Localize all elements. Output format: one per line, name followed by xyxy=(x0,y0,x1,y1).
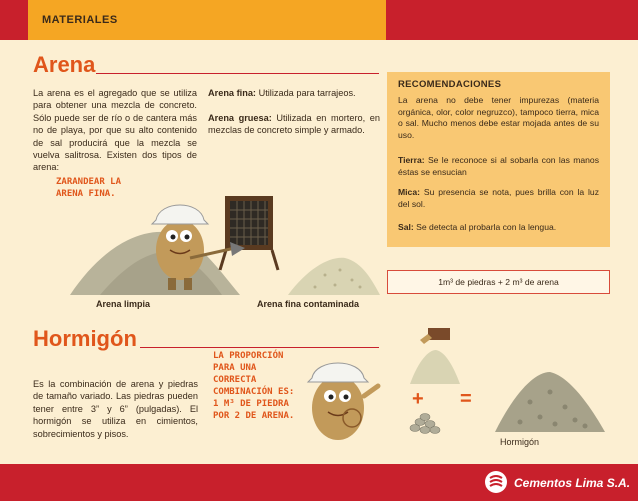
stones-pile xyxy=(410,414,440,434)
brand-name: Cementos Lima S.A. xyxy=(514,476,631,490)
recomendaciones-intro: La arena no debe tener impurezas (materia orgánica, olor, color negruzco), tampoco tierra, mica o sal. Mucho menos debe estar mojada antes de su uso. xyxy=(398,95,599,140)
recomendaciones-box xyxy=(387,72,610,247)
recomendaciones-sal xyxy=(398,222,599,234)
sal-label: Sal: xyxy=(398,222,414,232)
sieve-icon xyxy=(220,196,278,270)
caption-arena-contaminada: Arena fina contaminada xyxy=(257,299,360,309)
formula-box xyxy=(387,270,610,294)
arena-fina-text: Utilizada para tarrajeos. xyxy=(258,88,356,98)
recomendaciones-title: RECOMENDACIONES xyxy=(398,79,502,90)
formula-text: 1m³ de piedras + 2 m³ de arena xyxy=(438,277,559,287)
hand-pouring-icon xyxy=(420,328,450,344)
recomendaciones-mica xyxy=(398,187,599,210)
hormigon-title: Hormigón xyxy=(33,326,137,351)
hormigon-text: Es la combinación de arena y piedras de tamaño variado. Las piedras pueden tener entre 3” y 6” (pulgadas). El hormigón se utiliza en cimientos, sobrecimientos y pisos. xyxy=(33,379,198,439)
arena-fina xyxy=(208,87,380,99)
hormigon-pile xyxy=(495,372,605,432)
arena-fina-label: Arena fina: xyxy=(208,88,256,98)
section-tab xyxy=(28,0,386,40)
hormigon-equation-illustration xyxy=(400,322,610,440)
caption-hormigon: Hormigón xyxy=(500,437,540,447)
tierra-text: Se le reconoce si al sobarla con las manos éstas se ensucian xyxy=(398,155,600,177)
arena-illustration xyxy=(40,190,385,300)
section-tab-label: MATERIALES xyxy=(42,14,118,26)
arena-title-rule xyxy=(96,73,379,74)
arena-title: Arena xyxy=(33,52,96,77)
equals-sign: = xyxy=(460,388,472,410)
hormigon-title-rule xyxy=(140,347,379,348)
arena-gruesa-label: Arena gruesa: xyxy=(208,113,272,123)
arena-gruesa-text: Utilizada en mortero, en mezclas de concreto simple y armado. xyxy=(208,113,380,136)
cementos-lima-logo-icon xyxy=(484,470,508,494)
sal-text: Se detecta al probarla con la lengua. xyxy=(416,222,557,232)
mica-text: Su presencia se nota, pues brilla con la luz del sol. xyxy=(398,187,599,209)
caption-arena-limpia: Arena limpia xyxy=(96,299,151,309)
plus-sign: + xyxy=(412,388,424,410)
sand-pile-contaminated xyxy=(288,258,380,295)
arena-gruesa xyxy=(208,112,380,137)
recomendaciones-tierra xyxy=(398,155,599,178)
tierra-label: Tierra: xyxy=(398,155,425,165)
arena-note: ZARANDEAR LA ARENA FINA. xyxy=(56,177,122,199)
hormigon-note: LA PROPORCIÓN PARA UNA CORRECTA COMBINACIÓN ES: 1 M³ DE PIEDRA POR 2 DE ARENA. xyxy=(213,351,295,421)
mica-label: Mica: xyxy=(398,187,420,197)
arena-intro: La arena es el agregado que se utiliza para obtener una mezcla de concreto. Sólo puede ser de río o de cantera más no de playa, por que su alto contenido de sal producirá que la mezcla se vuelva salitrosa. Existen dos tipos de arena: xyxy=(33,88,197,173)
hormigon-character-icon xyxy=(290,356,390,446)
sand-pile-small xyxy=(410,350,460,384)
